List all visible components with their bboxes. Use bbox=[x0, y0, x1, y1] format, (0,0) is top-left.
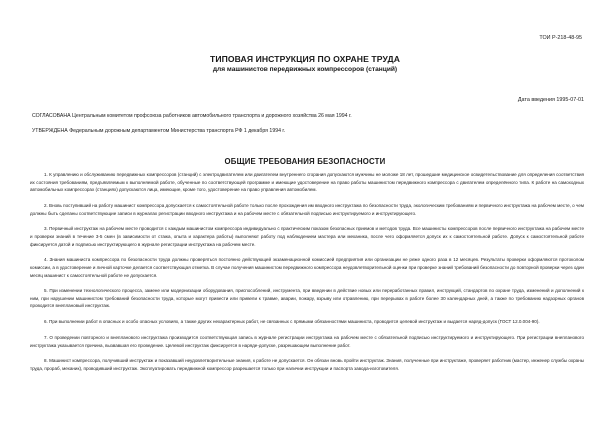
paragraph: 6. При выполнении работ в опасных и особо опасных условиях, а также других нехарактерных работ, не связанных с прямыми обязанностями машиниста, проводится целевой инструктаж и выдается наряд-допуск (ГОСТ 12.0.004-90). bbox=[44, 319, 540, 325]
approved-note: УТВЕРЖДЕНА Федеральным дорожным департаментом Министерства транспорта РФ 1 декабря 1994 г. bbox=[32, 128, 286, 134]
document-title: ТИПОВАЯ ИНСТРУКЦИЯ ПО ОХРАНЕ ТРУДА bbox=[209, 54, 401, 64]
effective-date: Дата введения 1995-07-01 bbox=[517, 97, 584, 103]
document-subtitle: для машинистов передвижных компрессоров (станций) bbox=[212, 66, 398, 73]
paragraph: 7. О проведении повторного и внепланового инструктажа производится соответствующая запись в журнале регистрации инструктажа на рабочем месте с обязательной подписью инструктируемого и инструктирующего. При регистрации внепланового инструктажа указывается причина, вызвавшая его проведение. Целевой инструктаж фиксируется в наряде-допуске, разрешающем выполнение работ. bbox=[30, 335, 584, 348]
paragraphs bbox=[30, 171, 584, 381]
paragraph: 8. Машинист компрессора, получивший инструктаж и показавший неудовлетворительные знания, к работе не допускается. Он обязан вновь пройти инструктаж. Знания, полученные при инструктаже, проверяет работник (мастер, инженер службы охраны труда, прораб, механик), проводивший инструктаж. Эксплуатировать передвижной компрессор разрешается только при наличии инструкции и паспорта завода-изготовителя. bbox=[30, 358, 584, 371]
paragraph: 3. Первичный инструктаж на рабочем месте проводится с каждым машинистом компрессора индивидуально с практическим показом безопасных приемов и методов труда. Все машинисты компрессоров после первичного инструктажа на рабочем месте и проверки знаний в течение 3-5 смен (в зависимости от стажа, опыта и характера работы) выполняют работу под наблюдением мастера или механика, после чего оформляется допуск их к самостоятельной работе. Допуск к самостоятельной работе фиксируется датой и подписью инструктирующего в журнале регистрации инструктажа на рабочем месте. bbox=[30, 226, 584, 247]
section-title: ОБЩИЕ ТРЕБОВАНИЯ БЕЗОПАСНОСТИ bbox=[224, 157, 386, 166]
paragraph: 1. К управлению и обслуживанию передвижных компрессоров (станций) с электродвигателем или двигателем внутреннего сгорания допускаются мужчины не моложе 18 лет, прошедшие медицинское освидетельствование для определения соответствия их состояния требованиям, предъявляемым к выполняемой работе, обученные по соответствующей программе и имеющие удостоверение на право работы машинистом передвижного компрессора с двигателем определённого типа. К работе на самоходных автомобильных компрессорах (станциях) допускаются лица, имеющие, кроме того, удостоверение на право управления автомобилем. bbox=[30, 172, 584, 193]
agreed-note: СОГЛАСОВАНА Центральным комитетом профсоюза работников автомобильного транспорта и дорожного хозяйства 26 мая 1994 г. bbox=[32, 113, 352, 119]
document-code: ТОИ Р-218-48-95 bbox=[539, 35, 582, 41]
paragraph: 2. Вновь поступивший на работу машинист компрессора допускается к самостоятельной работе только после прохождения им вводного инструктажа по безопасности труда, экологическим требованиям и первичного инструктажа на рабочем месте, о чем должны быть сделаны соответствующие записи в журналах регистрации вводного инструктажа и на рабочем месте с обязательной подписью инструктируемого и инструктирующего. bbox=[30, 202, 584, 216]
paragraph: 5. При изменении технологического процесса, замене или модернизации оборудования, приспособлений, инструмента, при введении в действие новых или переработанных правил, инструкций, стандартов по охране труда, изменений и дополнений к ним, при нарушении машинистом требований безопасности труда, которые могут привести или привели к травме, аварии, пожару, взрыву или отравлению, при перерывах в работе более 30 календарных дней, а также по требованию надзорных органов проводится внеплановый инструктаж. bbox=[30, 288, 584, 309]
paragraph: 4. Знания машиниста компрессора по безопасности труда должны проверяться постоянно действующей экзаменационной комиссией предприятия или организации не реже одного раза в 12 месяцев. Результаты проверки оформляются протоколом комиссии, а в удостоверение и личной карточке делается соответствующая отметка. В случае получения машинистом передвижного компрессора неудовлетворительной оценки при проверке знаний требований безопасности до повторной проверки через один месяц машинист к самостоятельной работе не допускается. bbox=[30, 257, 584, 278]
